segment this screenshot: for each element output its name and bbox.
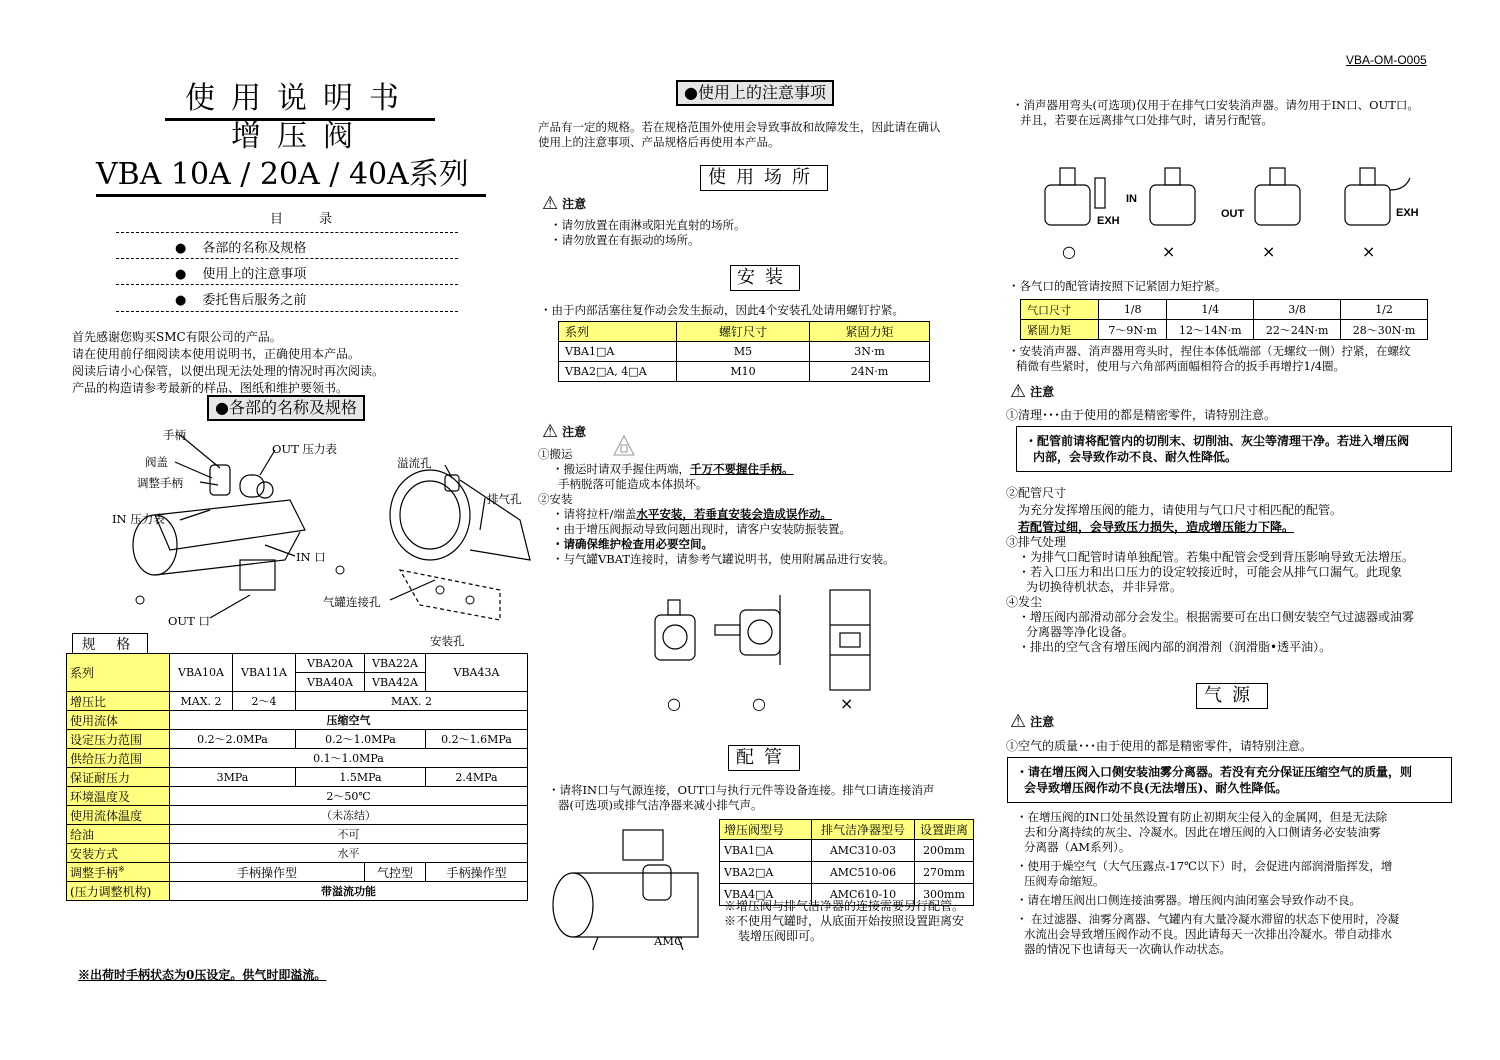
clean-title: ①清理･･･由于使用的都是精密零件，请特别注意。 — [1006, 408, 1277, 422]
piping-heading: 配管 — [728, 745, 800, 771]
table-cell: VBA1□A — [720, 840, 812, 862]
table-cell: 1/8 — [1099, 300, 1167, 320]
table-cell: 300mm — [915, 884, 974, 906]
toc-divider — [116, 284, 458, 285]
model-cell: VBA22A — [365, 654, 426, 673]
air-quality-title: ①空气的质量･･･由于使用的都是精密零件，请特别注意。 — [1006, 739, 1313, 753]
spec-label: (压力调整机构) — [67, 882, 170, 901]
caution-mark: ⚠ 注意 — [1010, 711, 1055, 732]
spec-cell: 0.2～1.6MPa — [426, 730, 528, 749]
torque-table — [1020, 299, 1428, 340]
table-cell: 7～9N·m — [1099, 320, 1167, 340]
spec-cell: 水平 — [170, 844, 528, 863]
table-cell: M5 — [677, 342, 810, 362]
spec-heading: 规 格 — [72, 633, 148, 655]
ok-mark: ○ — [1062, 242, 1076, 261]
label-knob: 调整手柄 — [137, 476, 183, 490]
toc-heading: 目 录 — [270, 212, 349, 227]
table-cell: 28～30N·m — [1341, 320, 1428, 340]
table-cell: AMC310-03 — [812, 840, 915, 862]
table-cell: 22～24N·m — [1254, 320, 1341, 340]
table-header: 气口尺寸 — [1021, 300, 1099, 320]
ng-mark: × — [840, 694, 854, 713]
label-in-gauge: IN 压力表 — [112, 512, 165, 526]
model-cell: VBA43A — [426, 654, 528, 692]
screw-table — [558, 321, 930, 382]
air-notes: ・在增压阀的IN口处虽然设置有防止初期灰尘侵入的金属网，但是无法除 去和分离持续的灰尘、冷凝水。因此在增压阀的入口侧请务必安装油雾 分离器（AM系列）。 ・使用于燥空气（大气压露点-17℃以下）时，会促进内部润滑脂挥发，增 压阀寿命缩短。 ・请在增压阀出口侧连接油雾器。增压阀内油闭塞会导致作动不良。 ・ 在过滤器、油雾分离器、气罐内有大量冷凝水滞留的状态下使用时，冷凝 水流出会导致增压阀作动不良。因此请每天一次排出冷凝水。带自动排水 器的情况下也请每天一次确认作动状态。 — [1016, 810, 1400, 956]
caution-mark: ⚠ 注意 — [1010, 381, 1055, 402]
spec-cell: MAX. 2 — [296, 692, 528, 711]
precautions-intro: 产品有一定的规格。若在规格范围外使用会导致事故和故障发生，因此请在确认 使用上的注意事项、产品规格后再使用本产品。 — [538, 120, 941, 149]
place-items: ・请勿放置在雨淋或阳光直射的场所。 ・请勿放置在有振动的场所。 — [550, 218, 746, 247]
ng-mark: × — [1262, 242, 1276, 261]
table-cell: AMC610-10 — [812, 884, 915, 906]
spec-label: 调整手柄※ — [67, 863, 170, 882]
table-header: 增压阀型号 — [720, 820, 812, 840]
port-label: EXH — [1396, 207, 1419, 219]
model-cell: VBA40A — [296, 673, 365, 692]
spec-table — [66, 653, 528, 901]
spec-cell: 0.2～2.0MPa — [170, 730, 296, 749]
spec-label: 给油 — [67, 825, 170, 844]
spec-label: 系列 — [67, 654, 170, 692]
table-cell: 200mm — [915, 840, 974, 862]
label-in-port: IN 口 — [296, 550, 326, 564]
spec-cell: 带溢流功能 — [170, 882, 528, 901]
spec-cell: 2～50℃ — [170, 787, 528, 806]
label-relief: 溢流孔 — [397, 456, 432, 470]
table-header: 排气洁净器型号 — [812, 820, 915, 840]
toc-item[interactable]: ● 委托售后服务之前 — [175, 293, 307, 308]
air-warning-box: ・请在增压阀入口侧安装油雾分离器。若没有充分保证压缩空气的质量，则 会导致增压阀作动不良(无法增压)、耐久性降低。 — [1007, 757, 1452, 803]
table-cell: VBA2□A — [720, 862, 812, 884]
table-header: 紧固力矩 — [810, 322, 930, 342]
spec-label: 环境温度及 — [67, 787, 170, 806]
toc-divider — [116, 232, 458, 233]
toc-item[interactable]: ● 使用上的注意事项 — [175, 267, 307, 282]
spec-cell: 2.4MPa — [426, 768, 528, 787]
ok-mark: ○ — [752, 694, 766, 713]
names-section-heading: ●各部的名称及规格 — [207, 395, 365, 421]
spec-cell: （未冻结） — [170, 806, 528, 825]
silencer-illustration — [1040, 160, 1430, 245]
torque-intro: ・各气口的配管请按照下记紧固力矩拧紧。 — [1008, 279, 1227, 293]
piping-notes: ※增压阀与排气洁净器的连接需要另行配管。 ※不使用气罐时，从底面开始按照设置距离安 装增压阀即可。 — [724, 899, 965, 943]
table-cell: 3/8 — [1254, 300, 1341, 320]
warning-icon: ⚠ — [542, 193, 559, 214]
tank-illustration — [548, 820, 718, 950]
spec-label: 增压比 — [67, 692, 170, 711]
caution-mark: ⚠ 注意 — [542, 421, 587, 442]
spec-cell: 手柄操作型 — [426, 863, 528, 882]
model-cell: VBA42A — [365, 673, 426, 692]
spec-label: 保证耐压力 — [67, 768, 170, 787]
table-cell: 270mm — [915, 862, 974, 884]
model-cell: VBA10A — [170, 654, 233, 692]
table-header: 螺钉尺寸 — [677, 322, 810, 342]
spec-cell: 0.2～1.0MPa — [296, 730, 426, 749]
table-cell: 24N·m — [810, 362, 930, 382]
warning-icon: ⚠ — [542, 421, 559, 442]
label-handle: 手柄 — [163, 428, 186, 442]
model-cell: VBA20A — [296, 654, 365, 673]
toc-item-label: 委托售后服务之前 — [202, 293, 307, 308]
amc-table — [719, 819, 974, 906]
air-source-heading: 气源 — [1196, 683, 1268, 709]
table-cell: 1/2 — [1341, 300, 1428, 320]
label-tank-port: 气罐连接孔 — [323, 595, 381, 609]
spec-cell: MAX. 2 — [170, 692, 233, 711]
silencer-note: ・消声器用弯头(可选项)仅用于在排气口安装消声器。请勿用于IN口、OUT口。 并且，若要在远离排气口处排气时，请另行配管。 — [1012, 98, 1419, 127]
label-mount: 安装孔 — [430, 634, 465, 648]
label-out-gauge: OUT 压力表 — [272, 442, 337, 456]
caution-mark: ⚠ 注意 — [542, 193, 587, 214]
spec-cell: 3MPa — [170, 768, 296, 787]
spec-cell: 手柄操作型 — [170, 863, 365, 882]
ng-mark: × — [1162, 242, 1176, 261]
table-cell: VBA2□A, 4□A — [559, 362, 677, 382]
precautions-heading: ●使用上的注意事项 — [676, 80, 834, 106]
toc-item[interactable]: ● 各部的名称及规格 — [175, 241, 307, 256]
spec-label: 设定压力范围 — [67, 730, 170, 749]
table-header: 系列 — [559, 322, 677, 342]
toc-divider — [116, 311, 458, 312]
install-heading: 安装 — [730, 265, 800, 291]
table-header: 紧固力矩 — [1021, 320, 1099, 340]
spec-cell: 压缩空气 — [170, 711, 528, 730]
port-label: OUT — [1221, 208, 1245, 220]
port-label: IN — [1126, 193, 1137, 205]
table-cell: VBA1□A — [559, 342, 677, 362]
install-text: ・由于内部活塞往复作动会发生振动，因此4个安装孔处请用螺钉拧紧。 — [540, 303, 904, 317]
title-line-2: 增压阀 — [231, 119, 369, 154]
table-cell: VBA4□A — [720, 884, 812, 906]
table-cell: 3N·m — [810, 342, 930, 362]
warning-icon: ⚠ — [1010, 711, 1027, 732]
toc-item-label: 各部的名称及规格 — [202, 241, 307, 256]
table-cell: 12～14N·m — [1167, 320, 1254, 340]
ng-mark: × — [1362, 242, 1376, 261]
spec-cell: 2～4 — [233, 692, 296, 711]
title-line-1: 使用说明书 — [165, 80, 435, 121]
spec-cell: 0.1～1.0MPa — [170, 749, 528, 768]
spec-cell: 1.5MPa — [296, 768, 426, 787]
amc-label: AMC — [654, 934, 683, 948]
pipe-size-section: ②配管尺寸 为充分发挥增压阀的能力，请使用与气口尺寸相匹配的配管。 若配管过细，会导致压力损失，造成增压能力下降。 ③排气处理 ・为排气口配管时请单独配管。若集中配管会受到背压影响导致无法增压。 ・若入口压力和出口压力的设定较接近时，可能会从排气口漏气。此现象 为切换待机状态，并非异常。 ④发尘 ・增压阀内部滑动部分会发尘。根据需要可在出口侧安装空气过滤器或油雾 分离器等净化设备。 ・排出的空气含有增压阀内部的润滑剂（润滑脂•透平油）。 — [1006, 486, 1415, 654]
title-line-3: VBA 10A / 20A / 40A系列 — [96, 156, 486, 197]
place-heading: 使用场所 — [700, 165, 828, 191]
toc-divider — [116, 258, 458, 259]
model-cell: VBA11A — [233, 654, 296, 692]
table-cell: M10 — [677, 362, 810, 382]
table-cell: 1/4 — [1167, 300, 1254, 320]
toc-item-label: 使用上的注意事项 — [202, 267, 307, 282]
label-out-port: OUT 口 — [168, 614, 210, 628]
spec-label: 使用流体 — [67, 711, 170, 730]
silencer-install: ・安装消声器、消声器用弯头时，捏住本体低端部（无螺纹一侧）拧紧，在螺纹 稍微有些紧时，使用与六角部两面幅相符合的扳手再增拧1/4圈。 — [1008, 344, 1411, 373]
spec-cell: 不可 — [170, 825, 528, 844]
piping-text: ・请将IN口与气源连接，OUT口与执行元件等设备连接。排气口请连接消声 器(可选项)或排气洁净器来减小排气声。 — [548, 783, 935, 812]
ok-mark: ○ — [667, 694, 681, 713]
spec-footnote: ※出荷时手柄状态为0压设定。供气时即溢流。 — [78, 968, 327, 982]
warning-icon: ⚠ — [1010, 381, 1027, 402]
spec-label: 供给压力范围 — [67, 749, 170, 768]
table-cell: AMC510-06 — [812, 862, 915, 884]
handling-text: ①搬运 ・搬运时请双手握住两端，千万不要握住手柄。 手柄脱落可能造成本体损坏。 ②安装 ・请将拉杆/端盖水平安装，若垂直安装会造成误作动。 ・由于增压阀振动导致问题出现时，请客户安装防振装置。 ・请确保维护检查用必要空间。 ・与气罐VBAT连接时，请参考气罐说明书，使用附属品进行安装。 — [538, 447, 895, 566]
orientation-illustration — [640, 585, 890, 695]
spec-label: 使用流体温度 — [67, 806, 170, 825]
document-number: VBA-OM-O005 — [1346, 53, 1427, 67]
port-label: EXH — [1097, 215, 1120, 227]
spec-cell: 气控型 — [365, 863, 426, 882]
table-header: 设置距离 — [915, 820, 974, 840]
spec-label: 安装方式 — [67, 844, 170, 863]
clean-warning-box: ・配管前请将配管内的切削末、切削油、灰尘等清理干净。若进入增压阀 内部，会导致作动不良、耐久性降低。 — [1016, 426, 1452, 472]
label-cover: 阀盖 — [145, 455, 168, 469]
label-exhaust: 排气孔 — [487, 492, 522, 506]
intro-text: 首先感谢您购买SMC有限公司的产品。 请在使用前仔细阅读本使用说明书，正确使用本产品。 阅读后请小心保管，以便出现无法处理的情况时再次阅读。 产品的构造请参考最新的样品、图纸和维护要领书。 — [72, 330, 385, 395]
